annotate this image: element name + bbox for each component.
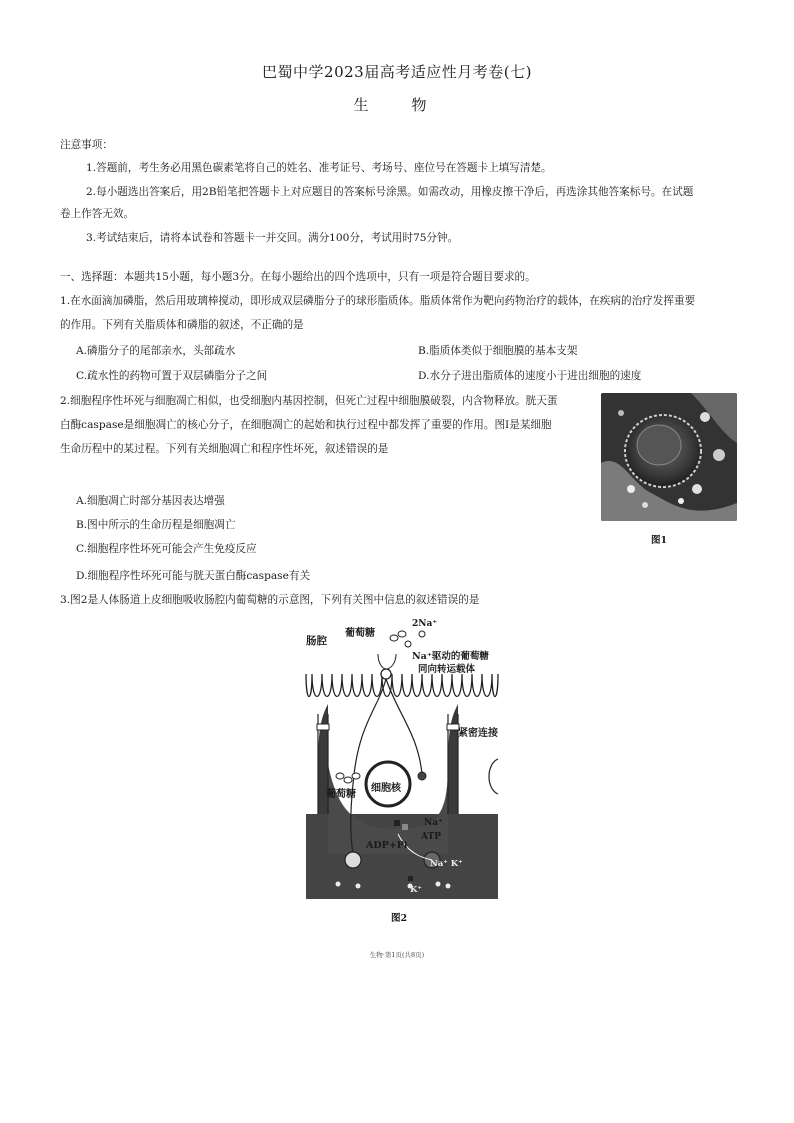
q2-option-d: D.细胞程序性坏死可能与胱天蛋白酶caspase有关 xyxy=(76,570,311,582)
notice-item-2-line-1: 2.每小题选出答案后，用2B铅笔把答题卡上对应题目的答案标号涂黑。如需改动，用橡皮擦干净后，再选涂其他答案标号。在试题 xyxy=(86,186,694,198)
exam-subject: 生 物 xyxy=(353,96,441,114)
fig2-label-transporter-2: 同向转运载体 xyxy=(418,664,476,675)
fig2-label-adp: ADP+Pi xyxy=(366,840,408,851)
fig2-label-glucose-mid: 葡萄糖 xyxy=(326,789,356,800)
q1-option-d: D.水分子进出脂质体的速度小于进出细胞的速度 xyxy=(418,370,642,382)
fig2-label-na-top: 2Na⁺ xyxy=(412,619,438,629)
exam-title: 巴蜀中学2023届高考适应性月考卷(七) xyxy=(262,63,532,81)
q1-stem-line-2: 的作用。下列有关脂质体和磷脂的叙述，不正确的是 xyxy=(60,319,304,331)
fig2-label-na-k: Na⁺ K⁺ xyxy=(430,859,463,869)
notice-item-2-line-2: 卷上作答无效。 xyxy=(60,208,135,220)
fig2-label-na-right: Na⁺ xyxy=(424,818,443,828)
figure-2-caption: 图2 xyxy=(391,913,408,924)
q2-stem-line-1: 2.细胞程序性坏死与细胞凋亡相似，也受细胞内基因控制，但死亡过程中细胞膜破裂，内含物释放。胱天蛋 xyxy=(60,395,558,407)
notice-heading: 注意事项： xyxy=(60,139,113,151)
q1-option-c: C.疏水性的药物可置于双层磷脂分子之间 xyxy=(76,370,268,382)
q3-stem-line-1: 3.图2是人体肠道上皮细胞吸收肠腔内葡萄糖的示意图，下列有关图中信息的叙述错误的是 xyxy=(60,594,480,606)
fig2-label-nucleus: 细胞核 xyxy=(371,783,401,794)
page-footer: 生物·第1页(共8页) xyxy=(369,951,425,959)
q2-option-a: A.细胞凋亡时部分基因表达增强 xyxy=(76,495,225,507)
fig2-label-k-low: K⁺ xyxy=(410,885,422,895)
figure-1-image xyxy=(601,393,737,521)
fig2-label-tight-junction: 紧密连接 xyxy=(458,728,498,739)
fig2-label-glucose-top: 葡萄糖 xyxy=(345,628,375,639)
q1-option-a: A.磷脂分子的尾部亲水，头部疏水 xyxy=(76,345,236,357)
notice-item-1: 1.答题前，考生务必用黑色碳素笔将自己的姓名、准考证号、考场号、座位号在答题卡上填写清楚。 xyxy=(86,162,552,174)
fig2-label-atp: ATP xyxy=(421,832,441,842)
q2-option-c: C.细胞程序性坏死可能会产生免疫反应 xyxy=(76,543,257,555)
fig2-label-lumen: 肠腔 xyxy=(306,635,327,647)
section-heading: 一、选择题：本题共15小题，每小题3分。在每小题给出的四个选项中，只有一项是符合题目要求的。 xyxy=(60,271,536,283)
figure-1-caption: 图1 xyxy=(651,535,668,546)
figure-1-micrograph xyxy=(601,393,737,521)
notice-item-3: 3.考试结束后，请将本试卷和答题卡一并交回。满分100分，考试用时75分钟。 xyxy=(86,232,459,244)
q2-stem-line-2: 白酶caspase是细胞凋亡的核心分子，在细胞凋亡的起始和执行过程中都发挥了重要的作用。图Ⅰ是某细胞 xyxy=(60,419,552,431)
q1-option-b: B.脂质体类似于细胞膜的基本支架 xyxy=(418,345,578,357)
q2-option-b: B.图中所示的生命历程是细胞凋亡 xyxy=(76,519,236,531)
q2-stem-line-3: 生命历程中的某过程。下列有关细胞凋亡和程序性坏死，叙述错误的是 xyxy=(60,443,389,455)
fig2-label-transporter-1: Na⁺驱动的葡萄糖 xyxy=(412,651,489,662)
q1-stem-line-1: 1.在水面滴加磷脂，然后用玻璃棒搅动，即形成双层磷脂分子的球形脂质体。脂质体常作为靶向药物治疗的载体，在疾病的治疗发挥重要 xyxy=(60,295,696,307)
